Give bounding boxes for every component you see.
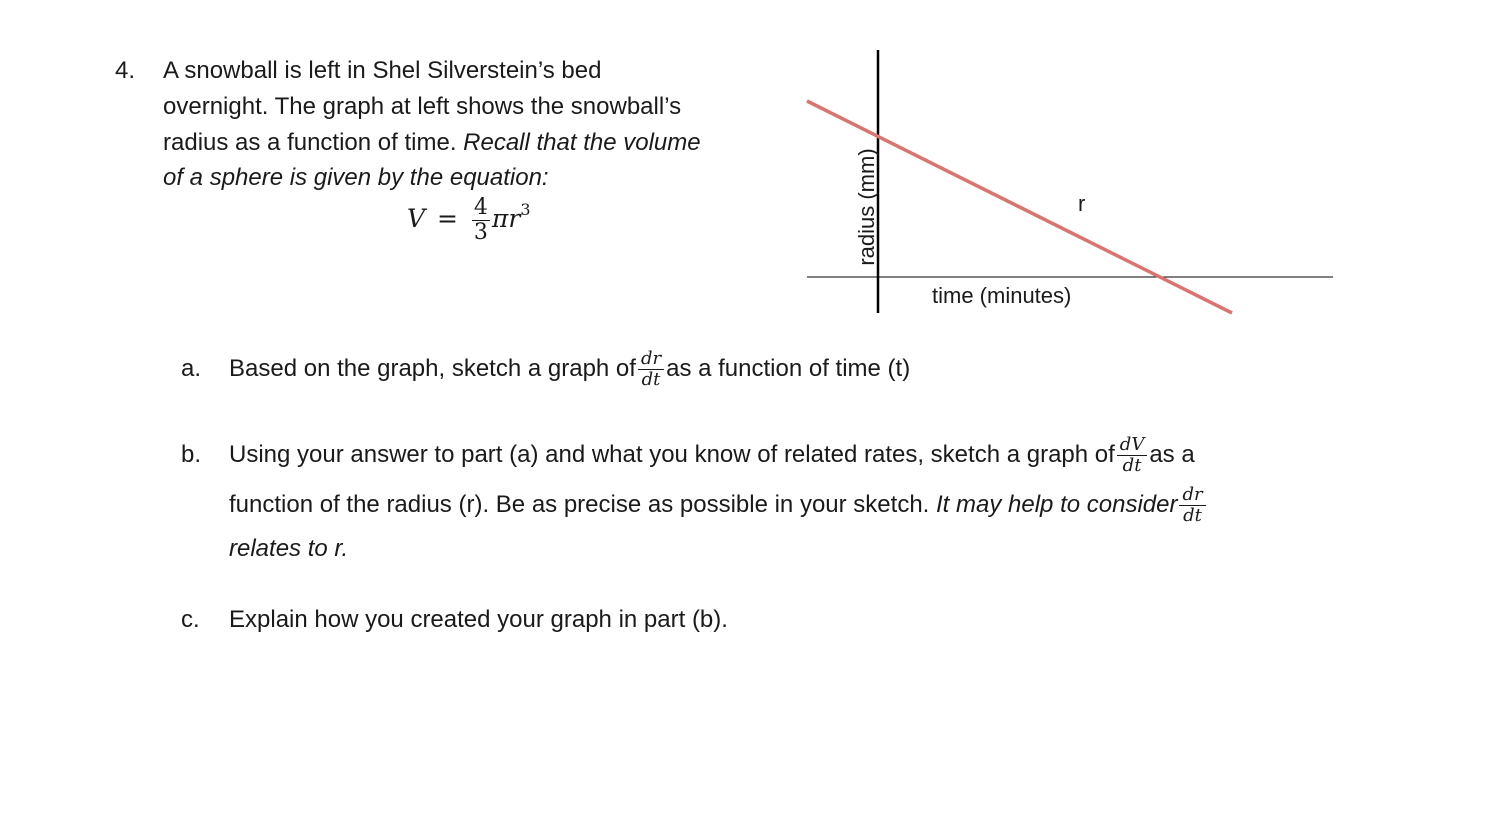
intro-line-3-plain: radius as a function of time. xyxy=(163,129,457,156)
part-b-fraction1-denominator: dt xyxy=(1122,455,1142,477)
line-label: r xyxy=(1078,191,1086,216)
equation-exponent: 3 xyxy=(520,200,531,219)
part-b-line-1-before: Using your answer to part (a) and what you know of related rates, sketch a graph of xyxy=(229,441,1115,468)
part-a-text xyxy=(229,345,910,393)
part-b-drdt-fraction xyxy=(1179,485,1205,526)
part-b-line-1-after: as a xyxy=(1149,441,1195,468)
equation-fraction-denominator: 3 xyxy=(473,220,488,245)
part-a-text-after: as a function of time (t) xyxy=(666,355,911,382)
part-b-fraction2-numerator: dr xyxy=(1179,485,1205,506)
part-a-text-before: Based on the graph, sketch a graph of xyxy=(229,355,636,382)
equation-rhs: πr xyxy=(491,204,521,233)
part-b-line-1 xyxy=(229,431,1195,479)
intro-line-3-italic: Recall that the volume xyxy=(463,129,701,156)
part-b-line-3: relates to r. xyxy=(229,535,349,562)
part-b-line-2 xyxy=(229,481,1208,529)
part-a-marker: a. xyxy=(181,355,202,382)
part-a-fraction-denominator: dt xyxy=(641,369,661,391)
radius-time-graph xyxy=(800,45,1340,320)
y-axis-label: radius (mm) xyxy=(854,148,879,266)
intro-line-2: overnight. The graph at left shows the snowball’s xyxy=(163,93,682,120)
part-b-line-2-plain: function of the radius (r). Be as precise as possible in your sketch. xyxy=(229,491,930,518)
part-a-drdt-fraction xyxy=(638,349,664,390)
part-c-marker: c. xyxy=(181,606,200,633)
part-b-dvdt-fraction xyxy=(1117,435,1148,476)
x-axis-label: time (minutes) xyxy=(932,283,1072,308)
part-c-text: Explain how you created your graph in part (b). xyxy=(229,606,728,633)
equation-fraction-numerator: 4 xyxy=(473,195,488,220)
part-b-marker: b. xyxy=(181,441,202,468)
part-a-fraction-numerator: dr xyxy=(638,349,664,370)
problem-number: 4. xyxy=(115,57,136,84)
equation-equals: = xyxy=(437,204,458,233)
intro-line-3 xyxy=(163,131,701,155)
volume-equation xyxy=(407,196,531,245)
intro-line-4: of a sphere is given by the equation: xyxy=(163,164,549,191)
part-b-fraction2-denominator: dt xyxy=(1183,505,1202,527)
equation-fraction xyxy=(472,196,490,245)
part-b-fraction1-numerator: dV xyxy=(1117,435,1148,456)
part-b-line-2-italic: It may help to consider xyxy=(936,491,1178,518)
intro-line-1: A snowball is left in Shel Silverstein’s bed xyxy=(163,57,602,84)
equation-lhs: V xyxy=(407,204,426,233)
